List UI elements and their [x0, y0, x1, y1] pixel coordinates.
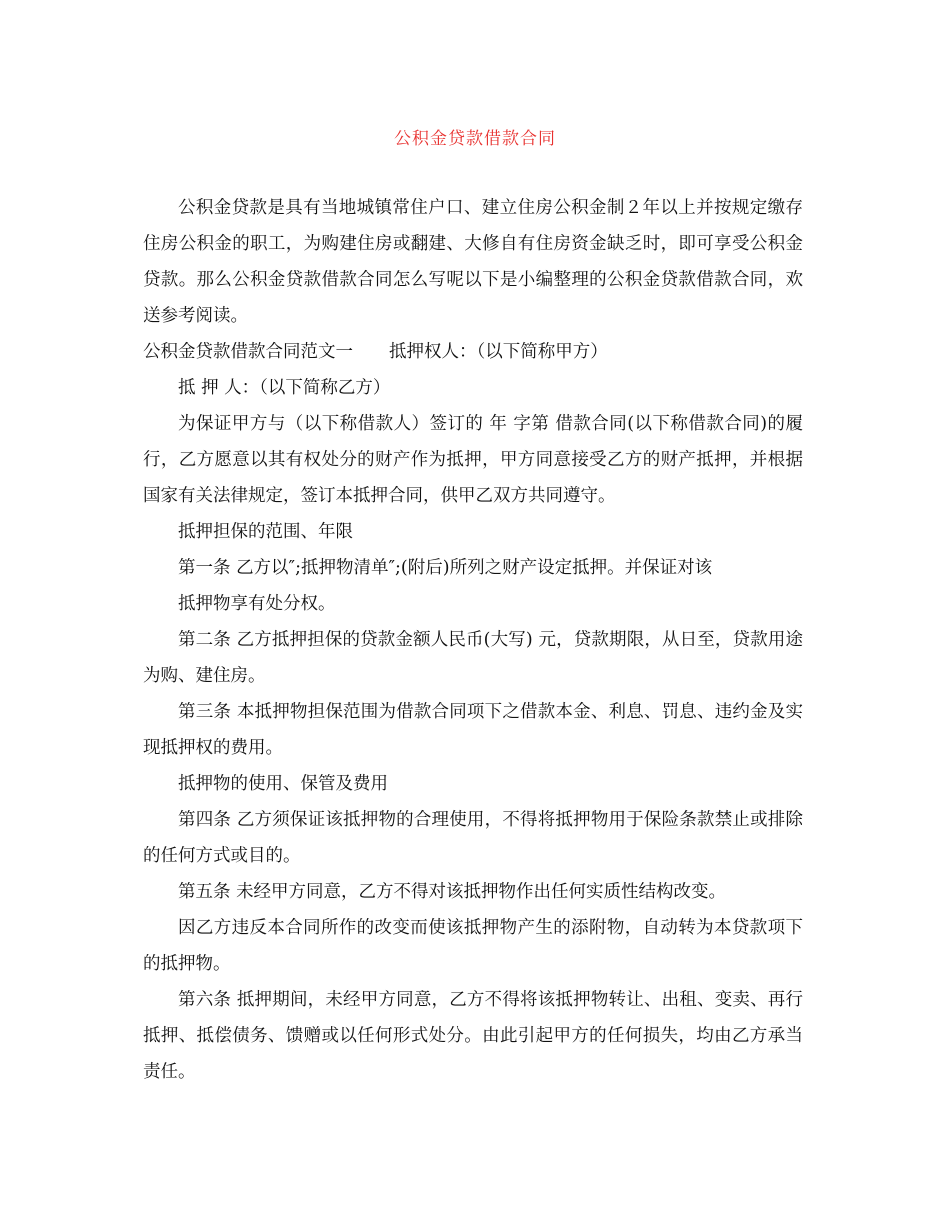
article-1-line-1: 第一条 乙方以″;抵押物清单″;(附后)所列之财产设定抵押。并保证对该 — [178, 558, 713, 578]
sample-label: 公积金贷款借款合同范文一 — [143, 342, 353, 362]
article-2: 第二条 乙方抵押担保的贷款金额人民币(大写) 元，贷款期限，从日至，贷款用途为购、建住房。 — [143, 630, 803, 686]
mortgagee-line: 抵押权人：（以下简称甲方） — [389, 342, 608, 362]
page-title: 公积金贷款借款合同 — [394, 129, 556, 149]
document-body — [143, 190, 803, 1090]
article-5: 第五条 未经甲方同意，乙方不得对该抵押物作出任何实质性结构改变。 — [178, 882, 727, 902]
article-5-continuation: 因乙方违反本合同所作的改变而使该抵押物产生的添附物，自动转为本贷款项下的抵押物。 — [143, 918, 803, 974]
section-heading-scope: 抵押担保的范围、年限 — [178, 522, 353, 542]
article-3: 第三条 本抵押物担保范围为借款合同项下之借款本金、利息、罚息、违约金及实现抵押权的费用。 — [143, 702, 803, 758]
mortgagor-line: 抵 押 人：（以下简称乙方） — [178, 378, 391, 398]
article-4: 第四条 乙方须保证该抵押物的合理使用，不得将抵押物用于保险条款禁止或排除的任何方式或目的。 — [143, 810, 803, 866]
article-6: 第六条 抵押期间，未经甲方同意，乙方不得将该抵押物转让、出租、变卖、再行抵押、抵偿债务、馈赠或以任何形式处分。由此引起甲方的任何损失，均由乙方承当责任。 — [143, 990, 803, 1082]
sample-heading-line — [143, 334, 803, 370]
preamble-paragraph: 为保证甲方与（以下称借款人）签订的 年 字第 借款合同(以下称借款合同)的履行，乙方愿意以其有权处分的财产作为抵押，甲方同意接受乙方的财产抵押，并根据国家有关法律规定，签订本抵押合同，供甲乙双方共同遵守。 — [143, 414, 803, 506]
section-heading-use: 抵押物的使用、保管及费用 — [178, 774, 388, 794]
intro-paragraph: 公积金贷款是具有当地城镇常住户口、建立住房公积金制２年以上并按规定缴存住房公积金的职工，为购建住房或翻建、大修自有住房资金缺乏时，即可享受公积金贷款。那么公积金贷款借款合同怎么写呢以下是小编整理的公积金贷款借款合同，欢送参考阅读。 — [143, 198, 803, 326]
article-1-line-2: 抵押物享有处分权。 — [178, 594, 336, 614]
